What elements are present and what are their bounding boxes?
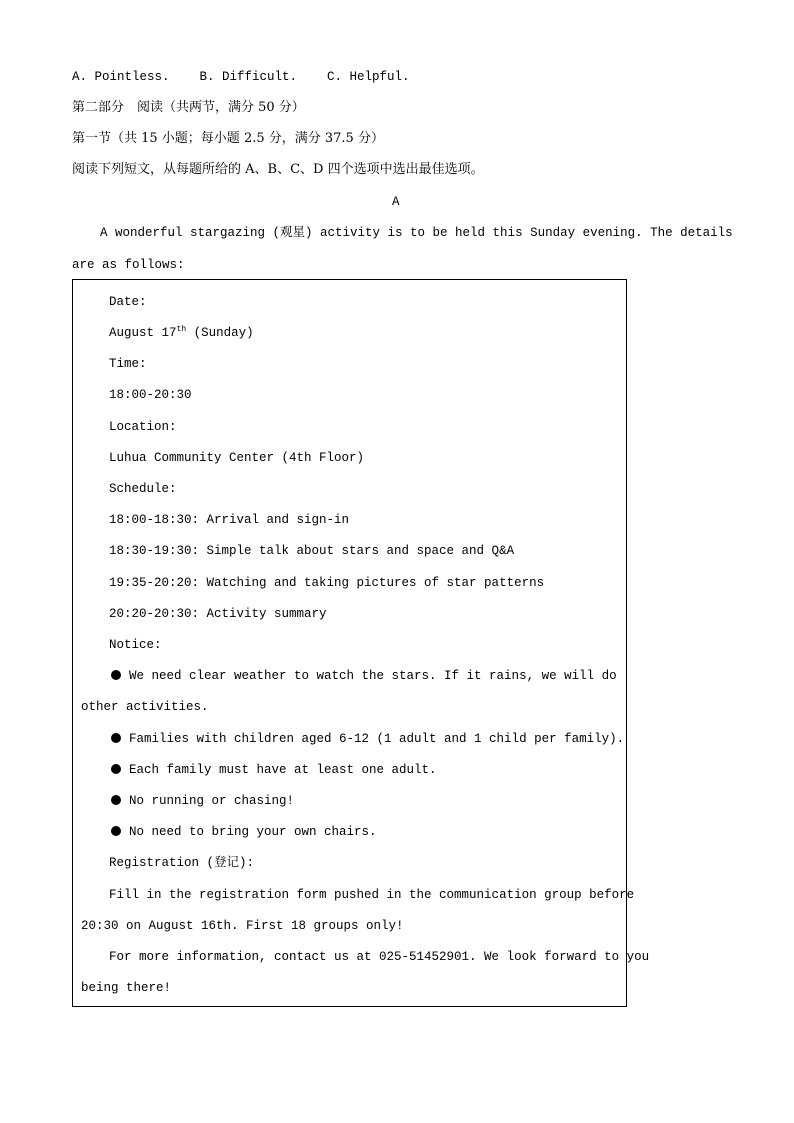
contact-text-line-1: For more information, contact us at 025-51452901. We look forward to you xyxy=(109,950,650,964)
instruction: 阅读下列短文，从每题所给的 A、B、C、D 四个选项中选出最佳选项。 xyxy=(72,162,484,177)
schedule-item: 19:35-20:20: Watching and taking pictures of star patterns xyxy=(109,576,545,590)
part-heading: 第二部分 阅读（共两节，满分 50 分） xyxy=(72,100,305,115)
notice-box xyxy=(72,279,650,1007)
notice-label: Notice: xyxy=(109,638,162,652)
location-value: Luhua Community Center (4th Floor) xyxy=(109,451,365,465)
section-heading: 第一节（共 15 小题；每小题 2.5 分，满分 37.5 分） xyxy=(72,131,384,146)
answer-options: A. Pointless. B. Difficult. C. Helpful. xyxy=(72,70,410,84)
contact-text-line-2: being there! xyxy=(81,981,172,995)
notice-item: No need to bring your own chairs. xyxy=(111,824,377,840)
notice-item: Families with children aged 6-12 (1 adult and 1 child per family). xyxy=(111,731,624,747)
passage-intro-line-2: are as follows: xyxy=(72,258,185,272)
registration-label: Registration (登记): xyxy=(109,856,255,870)
schedule-label: Schedule: xyxy=(109,482,177,496)
schedule-item: 20:20-20:30: Activity summary xyxy=(109,607,327,621)
notice-item: No running or chasing! xyxy=(111,793,294,809)
passage-intro-line-1: A wonderful stargazing (观星) activity is to be held this Sunday evening. The details xyxy=(100,226,733,240)
notice-item: Each family must have at least one adult. xyxy=(111,762,437,778)
notice-item: We need clear weather to watch the stars. If it rains, we will do xyxy=(111,668,617,684)
bullet-icon xyxy=(111,764,121,774)
registration-text-line-1: Fill in the registration form pushed in the communication group before xyxy=(109,888,635,902)
bullet-icon xyxy=(111,733,121,743)
date-label: Date: xyxy=(109,295,147,309)
bullet-icon xyxy=(111,670,121,680)
notice-item-continuation: other activities. xyxy=(81,700,209,714)
time-label: Time: xyxy=(109,357,147,371)
schedule-item: 18:30-19:30: Simple talk about stars and space and Q&A xyxy=(109,544,515,558)
schedule-item: 18:00-18:30: Arrival and sign-in xyxy=(109,513,350,527)
location-label: Location: xyxy=(109,420,177,434)
bullet-icon xyxy=(111,795,121,805)
passage-label: A xyxy=(392,195,400,209)
bullet-icon xyxy=(111,826,121,836)
date-value: August 17th (Sunday) xyxy=(109,325,254,340)
time-value: 18:00-20:30 xyxy=(109,388,192,402)
registration-text-line-2: 20:30 on August 16th. First 18 groups only! xyxy=(81,919,404,933)
